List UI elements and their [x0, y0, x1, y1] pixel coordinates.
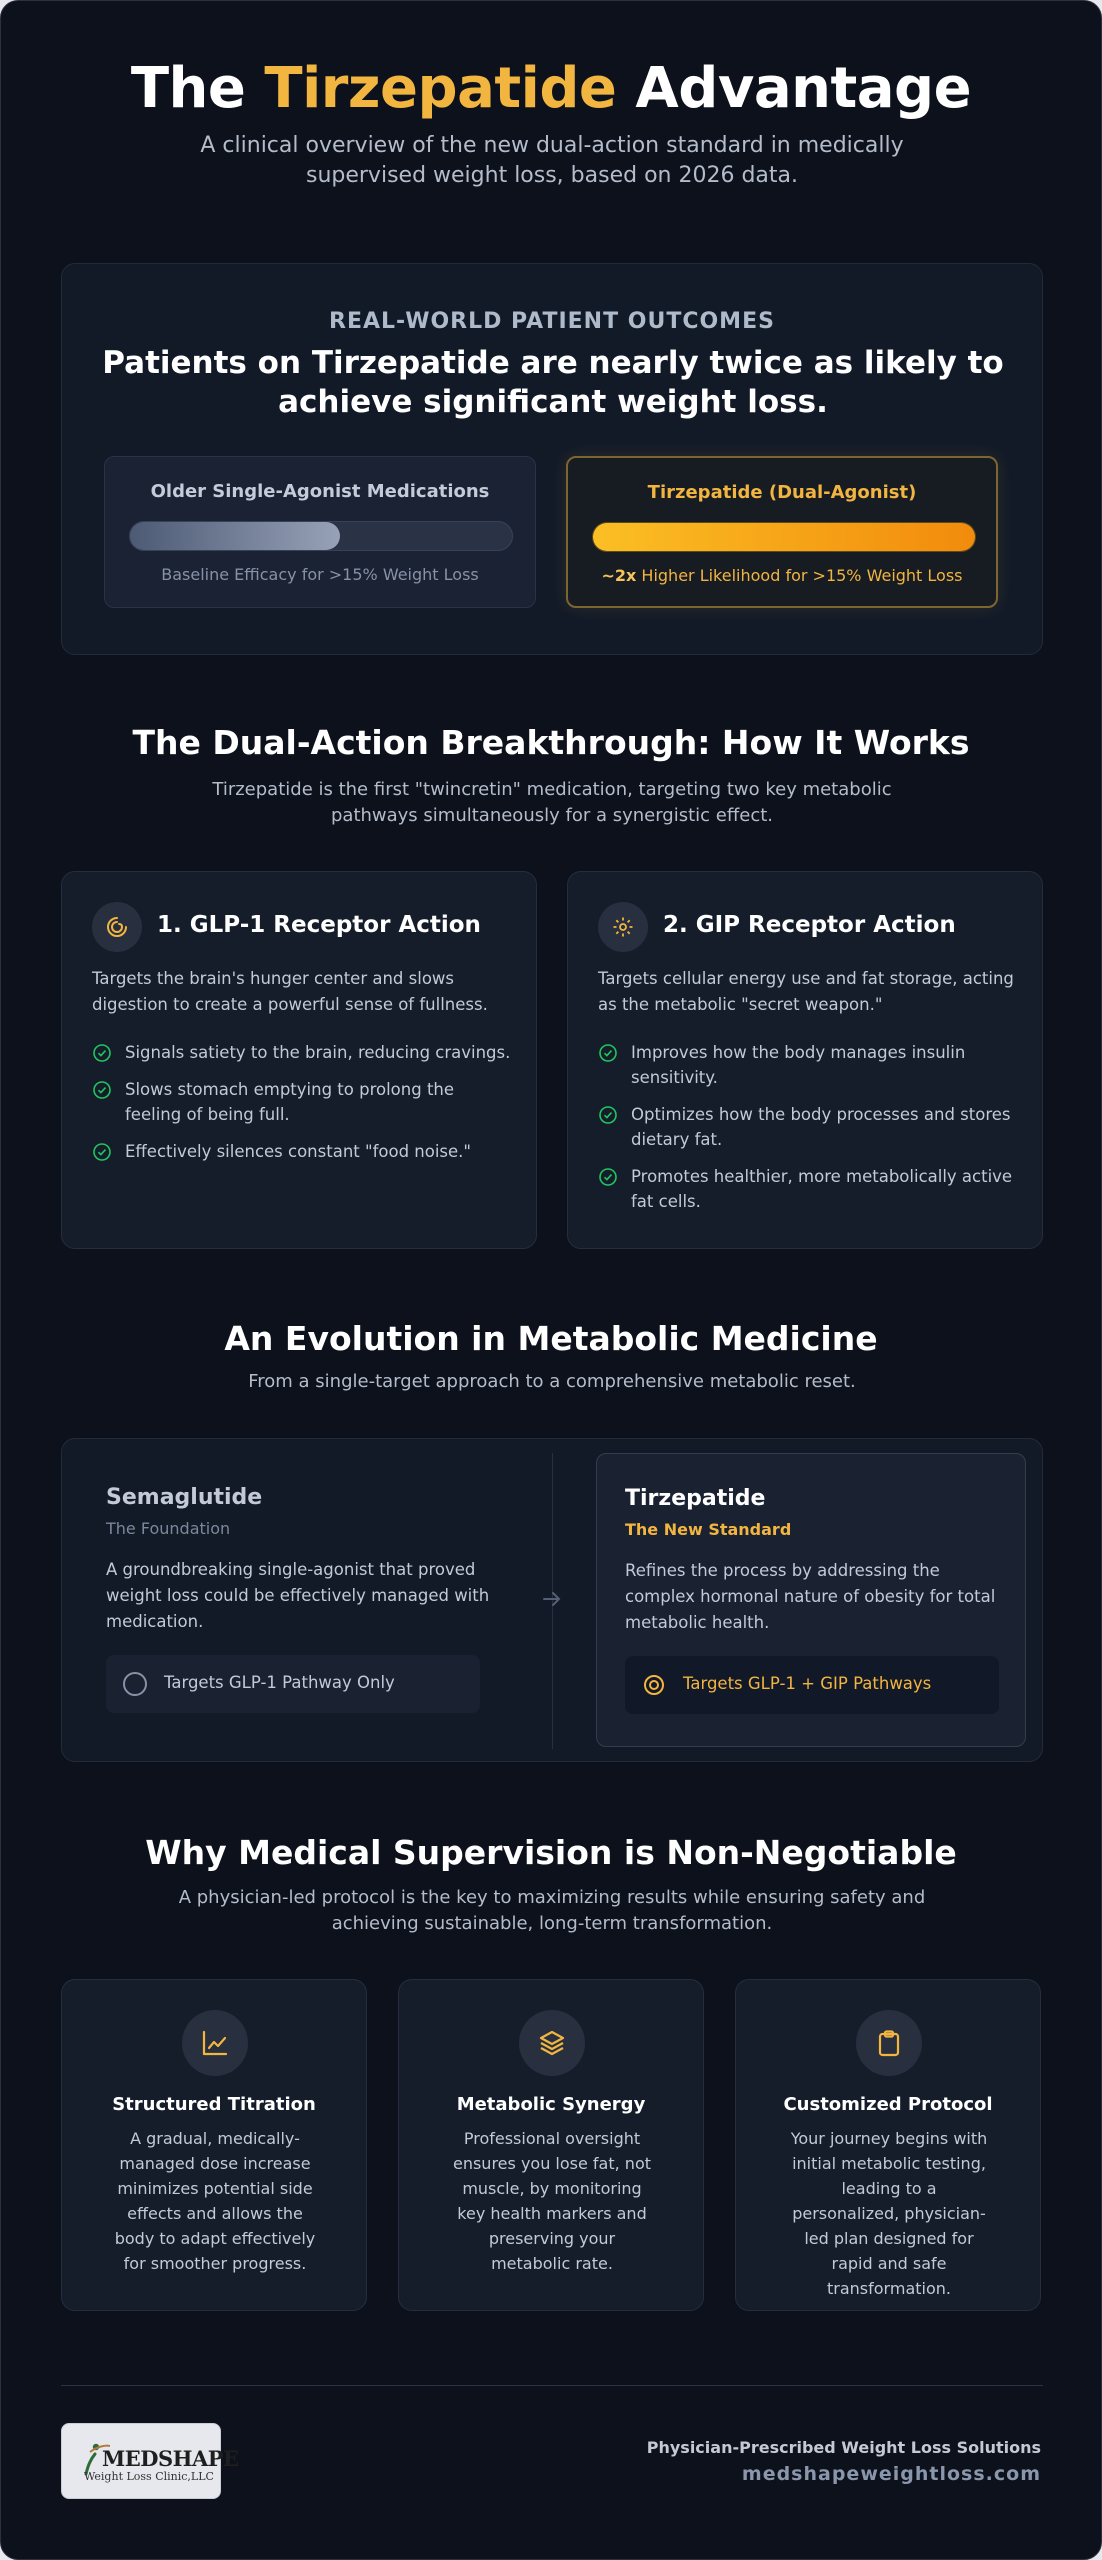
titration-description: A gradual, medically-managed dose increase minimizes potential side effects and allows the body to adapt effectively for smoother progress. [114, 2129, 316, 2273]
check-circle-icon [92, 1043, 112, 1063]
gip-description: Targets cellular energy use and fat storage, acting as the metabolic "secret weapon." [598, 969, 1014, 1014]
gip-title: 2. GIP Receptor Action [663, 912, 956, 938]
protocol-title: Customized Protocol [783, 2094, 993, 2115]
tirzepatide-efficacy-fill [593, 523, 975, 551]
outcomes-panel [61, 263, 1043, 655]
page-title: The Tirzepatide Advantage [130, 56, 972, 121]
tirzepatide-tag: The New Standard [625, 1520, 792, 1539]
empty-circle-icon [122, 1671, 148, 1697]
semaglutide-description: A groundbreaking single-agonist that proved weight loss could be effectively managed with medication. [106, 1560, 490, 1631]
chart-line-icon [182, 2010, 248, 2076]
evolution-subtitle: From a single-target approach to a comprehensive metabolic reset. [248, 1371, 856, 1392]
synergy-title: Metabolic Synergy [456, 2094, 646, 2115]
semaglutide-tag: The Foundation [106, 1519, 231, 1538]
check-circle-icon [92, 1142, 112, 1162]
arrow-right-icon [540, 1587, 564, 1611]
semaglutide-pathway-label: Targets GLP-1 Pathway Only [164, 1673, 395, 1692]
gip-card [567, 871, 1043, 1249]
tirzepatide-pathway-label: Targets GLP-1 + GIP Pathways [683, 1674, 932, 1693]
supervision-title: Why Medical Supervision is Non-Negotiable [145, 1833, 957, 1872]
tirzepatide-pathway-pill [625, 1656, 999, 1714]
list-item: Promotes healthier, more metabolically active fat cells. [598, 1164, 1018, 1214]
mechanism-subtitle: Tirzepatide is the first "twincretin" medication, targeting two key metabolic pathways simultaneously for a synergistic effect. [212, 779, 892, 826]
list-item: Optimizes how the body processes and stores dietary fat. [598, 1102, 1018, 1152]
tirzepatide-column [596, 1453, 1026, 1747]
older-efficacy-fill [130, 522, 340, 550]
list-item: Slows stomach emptying to prolong the feeling of being full. [92, 1077, 512, 1127]
list-item: Signals satiety to the brain, reducing cravings. [92, 1040, 512, 1065]
synergy-card [398, 1979, 704, 2311]
evolution-panel [61, 1438, 1043, 1762]
gip-benefits-list [598, 1040, 1018, 1226]
titration-title: Structured Titration [112, 2094, 316, 2115]
glp1-benefits-list [92, 1040, 512, 1176]
check-circle-icon [598, 1105, 618, 1125]
list-item: Effectively silences constant "food noise." [92, 1139, 512, 1164]
check-circle-icon [598, 1167, 618, 1187]
evolution-title: An Evolution in Metabolic Medicine [224, 1319, 878, 1358]
older-efficacy-bar [129, 521, 513, 551]
brain-icon [92, 902, 142, 952]
older-medications-label: Older Single-Agonist Medications [150, 481, 490, 502]
glp1-description: Targets the brain's hunger center and slows digestion to create a powerful sense of fullness. [92, 969, 488, 1014]
protocol-description: Your journey begins with initial metabolic testing, leading to a personalized, physician-led plan designed for rapid and safe transformation. [790, 2129, 988, 2298]
page-subtitle: A clinical overview of the new dual-action standard in medically supervised weight loss, based on 2026 data. [200, 133, 904, 188]
outcomes-eyebrow: REAL-WORLD PATIENT OUTCOMES [329, 309, 775, 334]
clipboard-icon [856, 2010, 922, 2076]
check-circle-icon [92, 1080, 112, 1100]
tirzepatide-label: Tirzepatide (Dual-Agonist) [647, 482, 917, 503]
glp1-title: 1. GLP-1 Receptor Action [157, 912, 481, 938]
older-medications-card [104, 456, 536, 608]
semaglutide-pathway-pill [106, 1655, 480, 1713]
synergy-description: Professional oversight ensures you lose fat, not muscle, by monitoring key health markers and preserving your metabolic rate. [452, 2129, 652, 2273]
glp1-card [61, 871, 537, 1249]
logo-wordmark: MEDSHAPE [102, 2446, 239, 2471]
tirzepatide-efficacy-bar [592, 522, 976, 552]
protocol-card [735, 1979, 1041, 2311]
list-item: Improves how the body manages insulin sensitivity. [598, 1040, 1018, 1090]
mechanism-title: The Dual-Action Breakthrough: How It Works [132, 723, 970, 762]
outcomes-headline: Patients on Tirzepatide are nearly twice as likely to achieve significant weight loss. [102, 345, 1004, 420]
gear-icon [598, 902, 648, 952]
tirzepatide-card [566, 456, 998, 608]
layers-icon [519, 2010, 585, 2076]
tirzepatide-description: Refines the process by addressing the complex hormonal nature of obesity for total metabolic health. [625, 1561, 996, 1632]
footer-tagline: Physician-Prescribed Weight Loss Solutions [646, 2438, 1041, 2457]
footer-website[interactable]: medshapeweightloss.com [741, 2463, 1041, 2485]
title-accent: Tirzepatide [264, 56, 617, 121]
titration-card [61, 1979, 367, 2311]
supervision-subtitle: A physician-led protocol is the key to maximizing results while ensuring safety and achieving sustainable, long-term transformation. [178, 1887, 926, 1934]
older-medications-caption: Baseline Efficacy for >15% Weight Loss [161, 565, 479, 584]
tirzepatide-name: Tirzepatide [625, 1486, 766, 1511]
footer-divider [61, 2385, 1043, 2386]
check-circle-icon [598, 1043, 618, 1063]
target-icon [641, 1672, 667, 1698]
semaglutide-name: Semaglutide [106, 1485, 263, 1510]
tirzepatide-caption: ~2x Higher Likelihood for >15% Weight Loss [601, 566, 963, 585]
medshape-logo [61, 2423, 239, 2499]
logo-subtext: Weight Loss Clinic,LLC [84, 2470, 214, 2483]
semaglutide-column [62, 1439, 552, 1761]
